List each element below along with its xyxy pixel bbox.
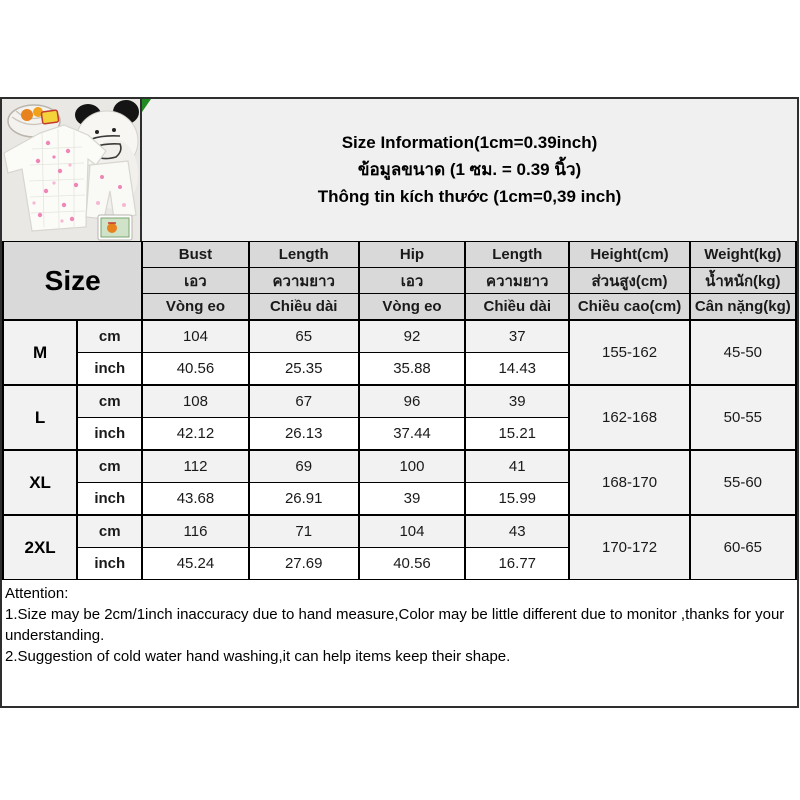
unit-label: cm [77, 450, 142, 483]
value-cell: 112 [142, 450, 248, 483]
col-header-length2-en: Length [465, 242, 569, 268]
product-photo-illustration [2, 99, 140, 241]
height-range-cell: 170-172 [569, 515, 689, 580]
col-header-length2-vi: Chiều dài [465, 294, 569, 321]
top-section [2, 99, 797, 241]
col-header-bust-vi: Vòng eo [142, 294, 248, 321]
value-cell: 25.35 [249, 353, 359, 386]
size-label-xl: XL [3, 450, 77, 515]
unit-label: inch [77, 483, 142, 516]
weight-range-cell: 60-65 [690, 515, 796, 580]
title-thai: ข้อมูลขนาด (1 ซม. = 0.39 นิ้ว) [357, 160, 582, 179]
col-header-bust-th: เอว [142, 268, 248, 294]
value-cell: 26.13 [249, 418, 359, 451]
attention-note-2: 2.Suggestion of cold water hand washing,it can help items keep their shape. [5, 648, 511, 665]
value-cell: 108 [142, 385, 248, 418]
value-cell: 27.69 [249, 548, 359, 580]
title-panel [142, 99, 797, 241]
col-header-weight-vi: Cân nặng(kg) [690, 294, 796, 321]
unit-label: cm [77, 320, 142, 353]
col-header-bust-en: Bust [142, 242, 248, 268]
product-photo [2, 99, 142, 241]
size-table [2, 241, 797, 580]
value-cell: 104 [142, 320, 248, 353]
value-cell: 37 [465, 320, 569, 353]
height-range-cell: 155-162 [569, 320, 689, 385]
size-label-m: M [3, 320, 77, 385]
value-cell: 96 [359, 385, 465, 418]
value-cell: 40.56 [359, 548, 465, 580]
height-range-cell: 168-170 [569, 450, 689, 515]
height-range-cell: 162-168 [569, 385, 689, 450]
attention-section [2, 580, 797, 706]
value-cell: 40.56 [142, 353, 248, 386]
value-cell: 65 [249, 320, 359, 353]
value-cell: 39 [359, 483, 465, 516]
value-cell: 26.91 [249, 483, 359, 516]
col-header-hip-vi: Vòng eo [359, 294, 465, 321]
value-cell: 43 [465, 515, 569, 548]
corner-marker-icon [142, 99, 151, 112]
title-vietnamese: Thông tin kích thước (1cm=0,39 inch) [317, 187, 622, 206]
attention-heading: Attention: [5, 585, 69, 602]
col-header-hip-th: เอว [359, 268, 465, 294]
value-cell: 15.99 [465, 483, 569, 516]
value-cell: 15.21 [465, 418, 569, 451]
size-label-2xl: 2XL [3, 515, 77, 580]
header-row-en [3, 242, 796, 268]
unit-label: inch [77, 418, 142, 451]
value-cell: 14.43 [465, 353, 569, 386]
value-cell: 116 [142, 515, 248, 548]
value-cell: 16.77 [465, 548, 569, 580]
value-cell: 71 [249, 515, 359, 548]
col-header-length1-th: ความยาว [249, 268, 359, 294]
value-cell: 41 [465, 450, 569, 483]
attention-note-1: 1.Size may be 2cm/1inch inaccuracy due to hand measure,Color may be little different due to monitor ,thanks for your understanding. [5, 606, 785, 644]
value-cell: 35.88 [359, 353, 465, 386]
table-row [3, 450, 796, 483]
col-header-weight-en: Weight(kg) [690, 242, 796, 268]
col-header-height-th: ส่วนสูง(cm) [569, 268, 689, 294]
value-cell: 43.68 [142, 483, 248, 516]
unit-label: cm [77, 385, 142, 418]
col-header-length1-vi: Chiều dài [249, 294, 359, 321]
value-cell: 37.44 [359, 418, 465, 451]
tag-card [98, 215, 132, 240]
col-header-length2-th: ความยาว [465, 268, 569, 294]
weight-range-cell: 55-60 [690, 450, 796, 515]
unit-label: cm [77, 515, 142, 548]
value-cell: 104 [359, 515, 465, 548]
value-cell: 67 [249, 385, 359, 418]
table-row [3, 320, 796, 353]
unit-label: inch [77, 353, 142, 386]
value-cell: 100 [359, 450, 465, 483]
value-cell: 42.12 [142, 418, 248, 451]
weight-range-cell: 50-55 [690, 385, 796, 450]
col-header-height-en: Height(cm) [569, 242, 689, 268]
value-cell: 45.24 [142, 548, 248, 580]
table-row [3, 515, 796, 548]
col-header-weight-th: น้ำหนัก(kg) [690, 268, 796, 294]
value-cell: 69 [249, 450, 359, 483]
size-header-cell: Size [3, 242, 142, 321]
col-header-height-vi: Chiều cao(cm) [569, 294, 689, 321]
col-header-hip-en: Hip [359, 242, 465, 268]
table-row [3, 385, 796, 418]
value-cell: 92 [359, 320, 465, 353]
title-english: Size Information(1cm=0.39inch) [341, 133, 598, 152]
weight-range-cell: 45-50 [690, 320, 796, 385]
value-cell: 39 [465, 385, 569, 418]
size-label-l: L [3, 385, 77, 450]
col-header-length1-en: Length [249, 242, 359, 268]
size-chart-panel [0, 97, 799, 708]
unit-label: inch [77, 548, 142, 580]
